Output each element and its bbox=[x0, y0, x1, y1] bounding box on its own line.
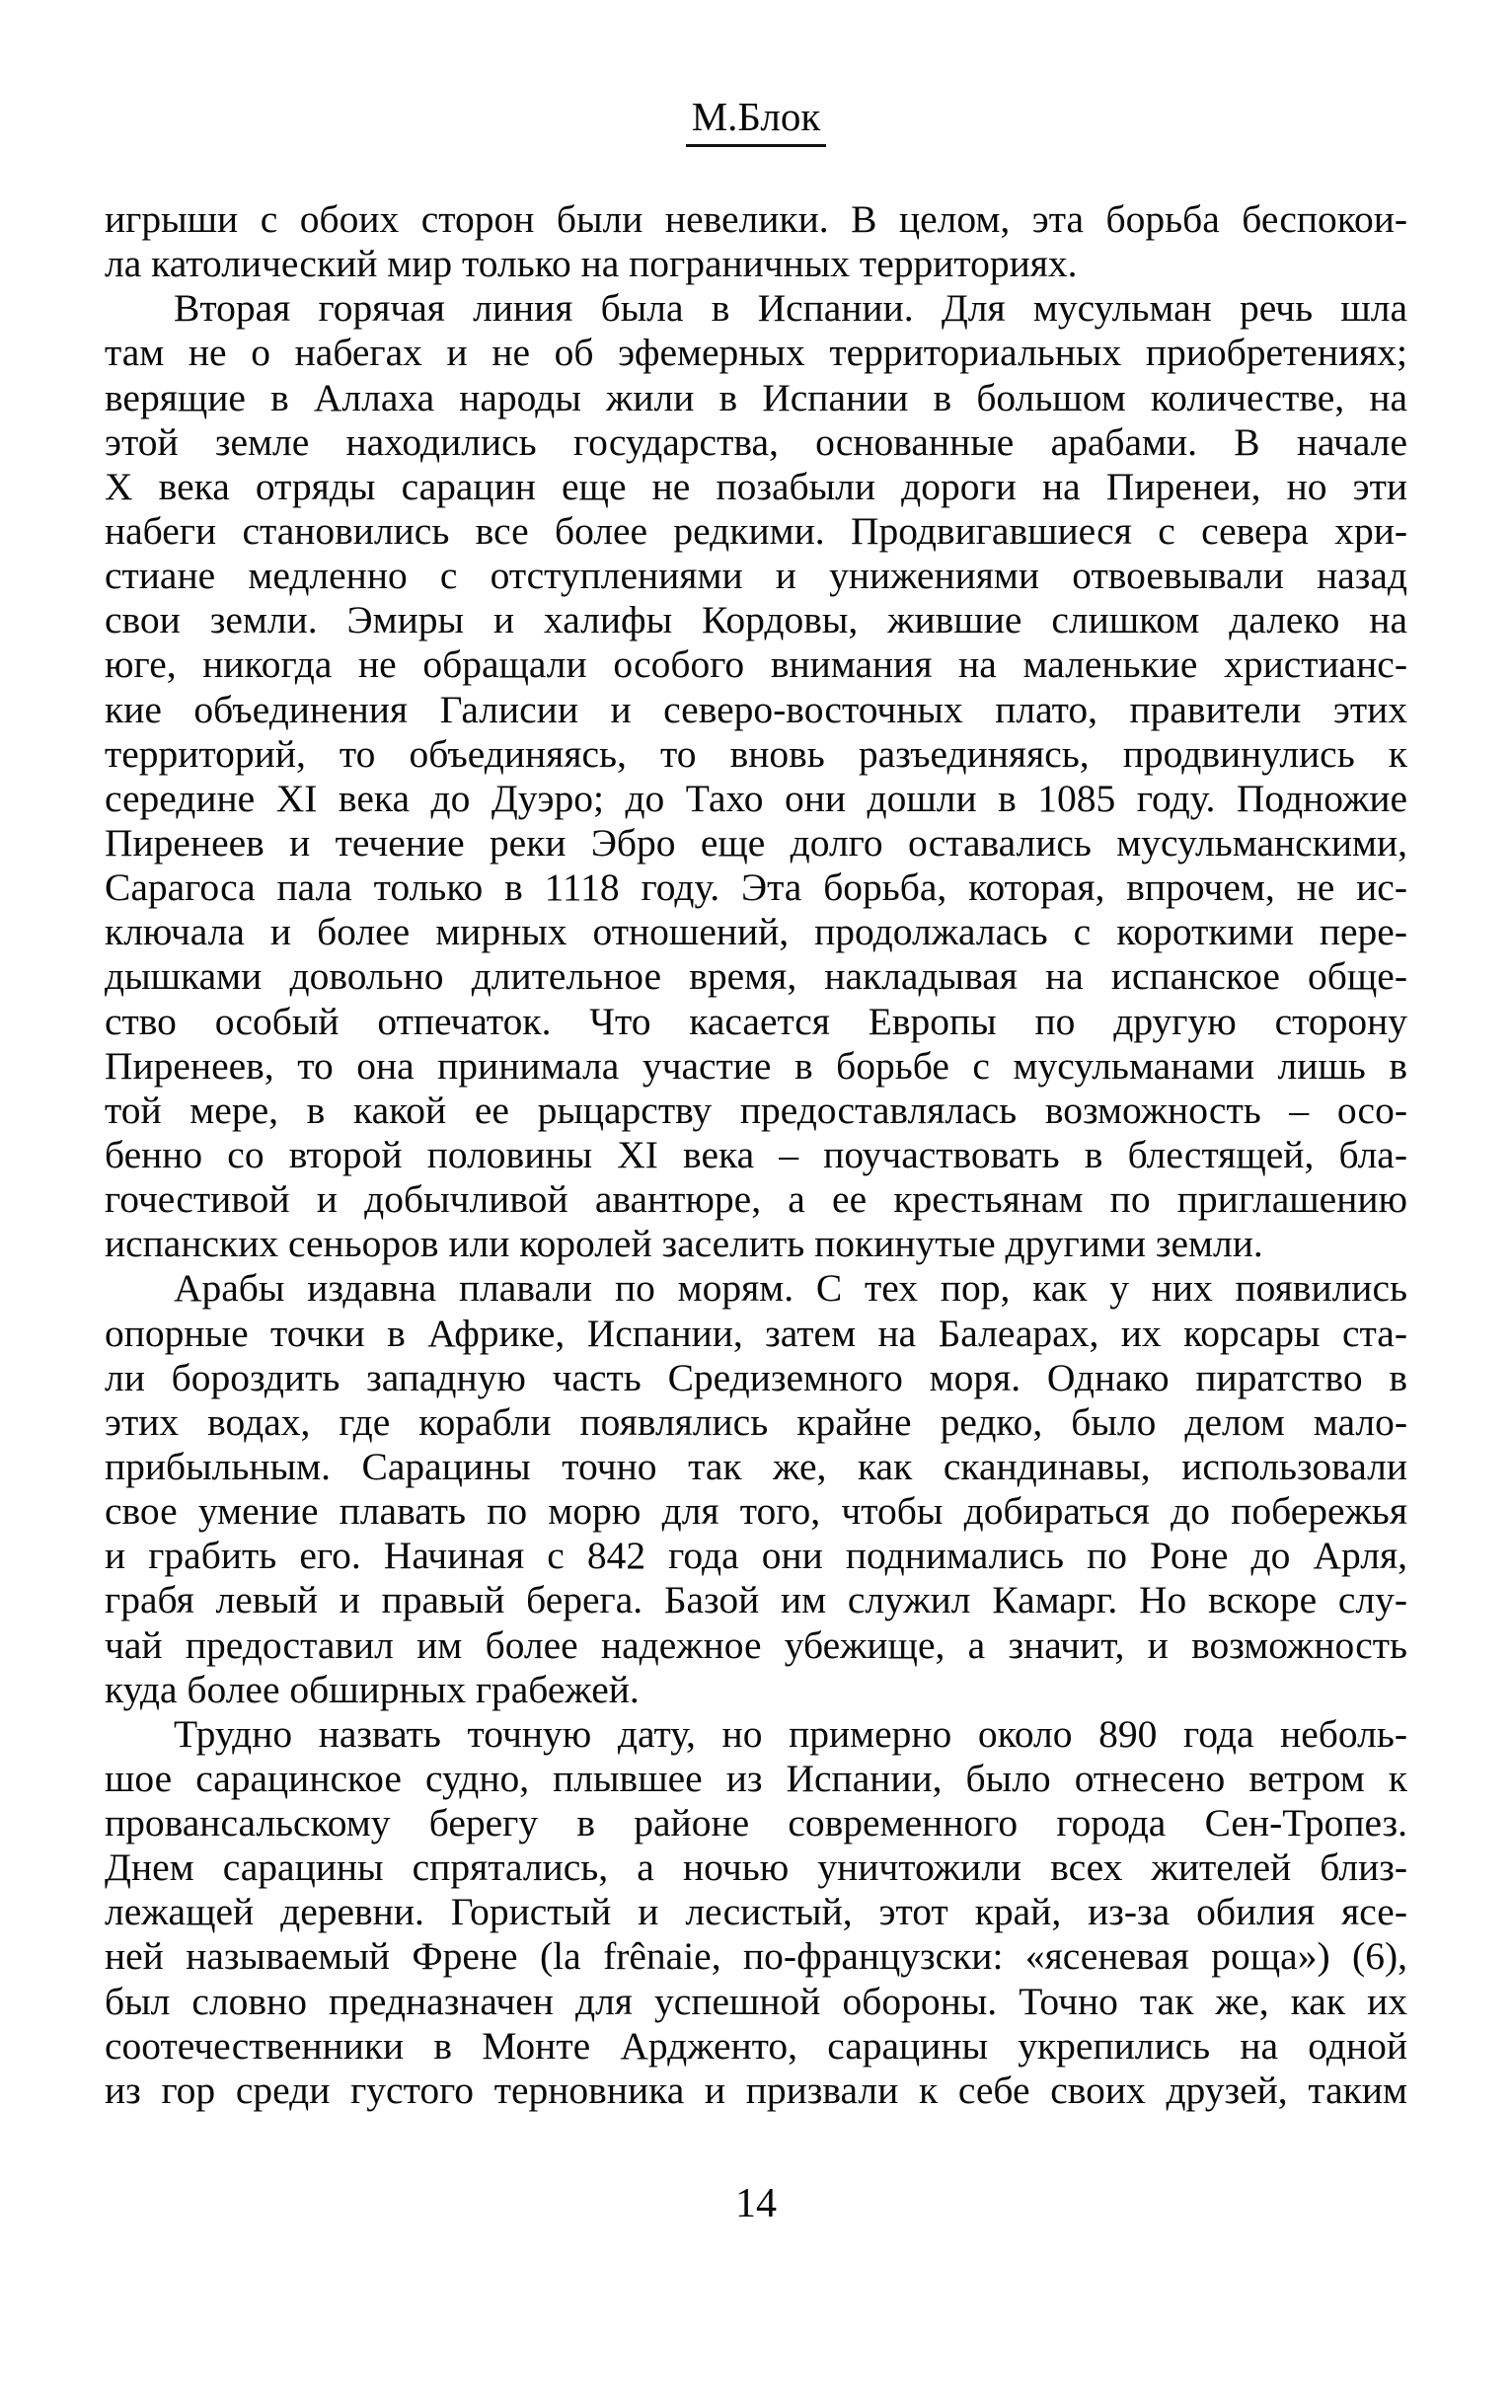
text-line: кие объединения Галисии и северо-восточных плато, правители этих bbox=[105, 687, 1407, 731]
text-line: середине XI века до Дуэро; до Тахо они дошли в 1085 году. Подножие bbox=[105, 776, 1407, 820]
running-head bbox=[0, 91, 1512, 147]
text-line: из гор среди густого терновника и призвали к себе своих друзей, таким bbox=[105, 2068, 1407, 2112]
text-line: Днем сарацины спрятались, а ночью уничтожили всех жителей близ- bbox=[105, 1845, 1407, 1890]
text-line: провансальскому берегу в районе современного города Сен-Тропез. bbox=[105, 1801, 1407, 1845]
text-line: гочестивой и добычливой авантюре, а ее крестьянам по приглашению bbox=[105, 1177, 1407, 1222]
text-line: куда более обширных грабежей. bbox=[105, 1667, 640, 1711]
running-head-author: М.Блок bbox=[686, 91, 827, 147]
text-line: лежащей деревни. Гористый и лесистый, этот край, из-за обилия ясе- bbox=[105, 1890, 1407, 1934]
text-line: ней называемый Френе (la frênaie, по-французски: «ясеневая роща») (6), bbox=[105, 1934, 1407, 1979]
text-line: свое умение плавать по морю для того, чтобы добираться до побережья bbox=[105, 1489, 1407, 1534]
text-line: испанских сеньоров или королей заселить покинутые другими земли. bbox=[105, 1222, 1263, 1266]
text-line: набеги становились все более редкими. Продвигавшиеся с севера хри- bbox=[105, 508, 1407, 553]
text-line: чай предоставил им более надежное убежище, а значит, и возможность bbox=[105, 1622, 1407, 1667]
text-line: территорий, то объединяясь, то вновь разъединяясь, продвинулись к bbox=[105, 731, 1407, 776]
text-line: грабя левый и правый берега. Базой им служил Камарг. Но вскоре слу- bbox=[105, 1578, 1407, 1622]
text-line: X века отряды сарацин еще не позабыли дороги на Пиренеи, но эти bbox=[105, 464, 1407, 508]
text-line: той мере, в какой ее рыцарству предоставлялась возможность – осо- bbox=[105, 1088, 1407, 1132]
text-line: ство особый отпечаток. Что касается Европы по другую сторону bbox=[105, 999, 1407, 1043]
text-line: игрыши с обоих сторон были невелики. В целом, эта борьба беспокои- bbox=[105, 197, 1407, 241]
text-line: свои земли. Эмиры и халифы Кордовы, жившие слишком далеко на bbox=[105, 598, 1407, 642]
text-line: Трудно назвать точную дату, но примерно около 890 года неболь- bbox=[174, 1711, 1407, 1756]
text-line: опорные точки в Африке, Испании, затем на Балеарах, их корсары ста- bbox=[105, 1311, 1407, 1355]
text-line: ли бороздить западную часть Средиземного моря. Однако пиратство в bbox=[105, 1355, 1407, 1399]
text-line: ла католический мир только на пограничных территориях. bbox=[105, 242, 1078, 286]
text-line: Сарагоса пала только в 1118 году. Эта борьба, которая, впрочем, не ис- bbox=[105, 865, 1407, 910]
text-line: этих водах, где корабли появлялись крайне редко, было делом мало- bbox=[105, 1399, 1407, 1444]
text-line: этой земле находились государства, основанные арабами. В начале bbox=[105, 419, 1407, 464]
text-line: там не о набегах и не об эфемерных территориальных приобретениях; bbox=[105, 331, 1407, 375]
text-line: Арабы издавна плавали по морям. С тех пор, как у них появились bbox=[174, 1266, 1407, 1311]
text-line: и грабить его. Начиная с 842 года они поднимались по Роне до Арля, bbox=[105, 1534, 1407, 1578]
text-line: прибыльным. Сарацины точно так же, как скандинавы, использовали bbox=[105, 1444, 1407, 1488]
text-line: юге, никогда не обращали особого внимания на маленькие христианс- bbox=[105, 642, 1407, 687]
text-line: стиане медленно с отступлениями и унижениями отвоевывали назад bbox=[105, 554, 1407, 598]
text-line: Пиренеев и течение реки Эбро еще долго оставались мусульманскими, bbox=[105, 820, 1407, 865]
text-line: Вторая горячая линия была в Испании. Для мусульман речь шла bbox=[174, 286, 1407, 331]
text-line: ключала и более мирных отношений, продолжалась с короткими пере- bbox=[105, 910, 1407, 954]
page-number: 14 bbox=[735, 2181, 777, 2226]
text-line: бенно со второй половины XI века – поучаствовать в блестящей, бла- bbox=[105, 1132, 1407, 1176]
text-line: дышками довольно длительное время, накладывая на испанское обще- bbox=[105, 954, 1407, 999]
body-text bbox=[105, 197, 1407, 2113]
text-line: шое сарацинское судно, плывшее из Испании, было отнесено ветром к bbox=[105, 1756, 1407, 1800]
text-line: Пиренеев, то она принимала участие в борьбе с мусульманами лишь в bbox=[105, 1043, 1407, 1088]
text-line: верящие в Аллаха народы жили в Испании в большом количестве, на bbox=[105, 375, 1407, 419]
text-line: был словно предназначен для успешной обороны. Точно так же, как их bbox=[105, 1979, 1407, 2023]
text-line: соотечественники в Монте Ардженто, сарацины укрепились на одной bbox=[105, 2023, 1407, 2068]
